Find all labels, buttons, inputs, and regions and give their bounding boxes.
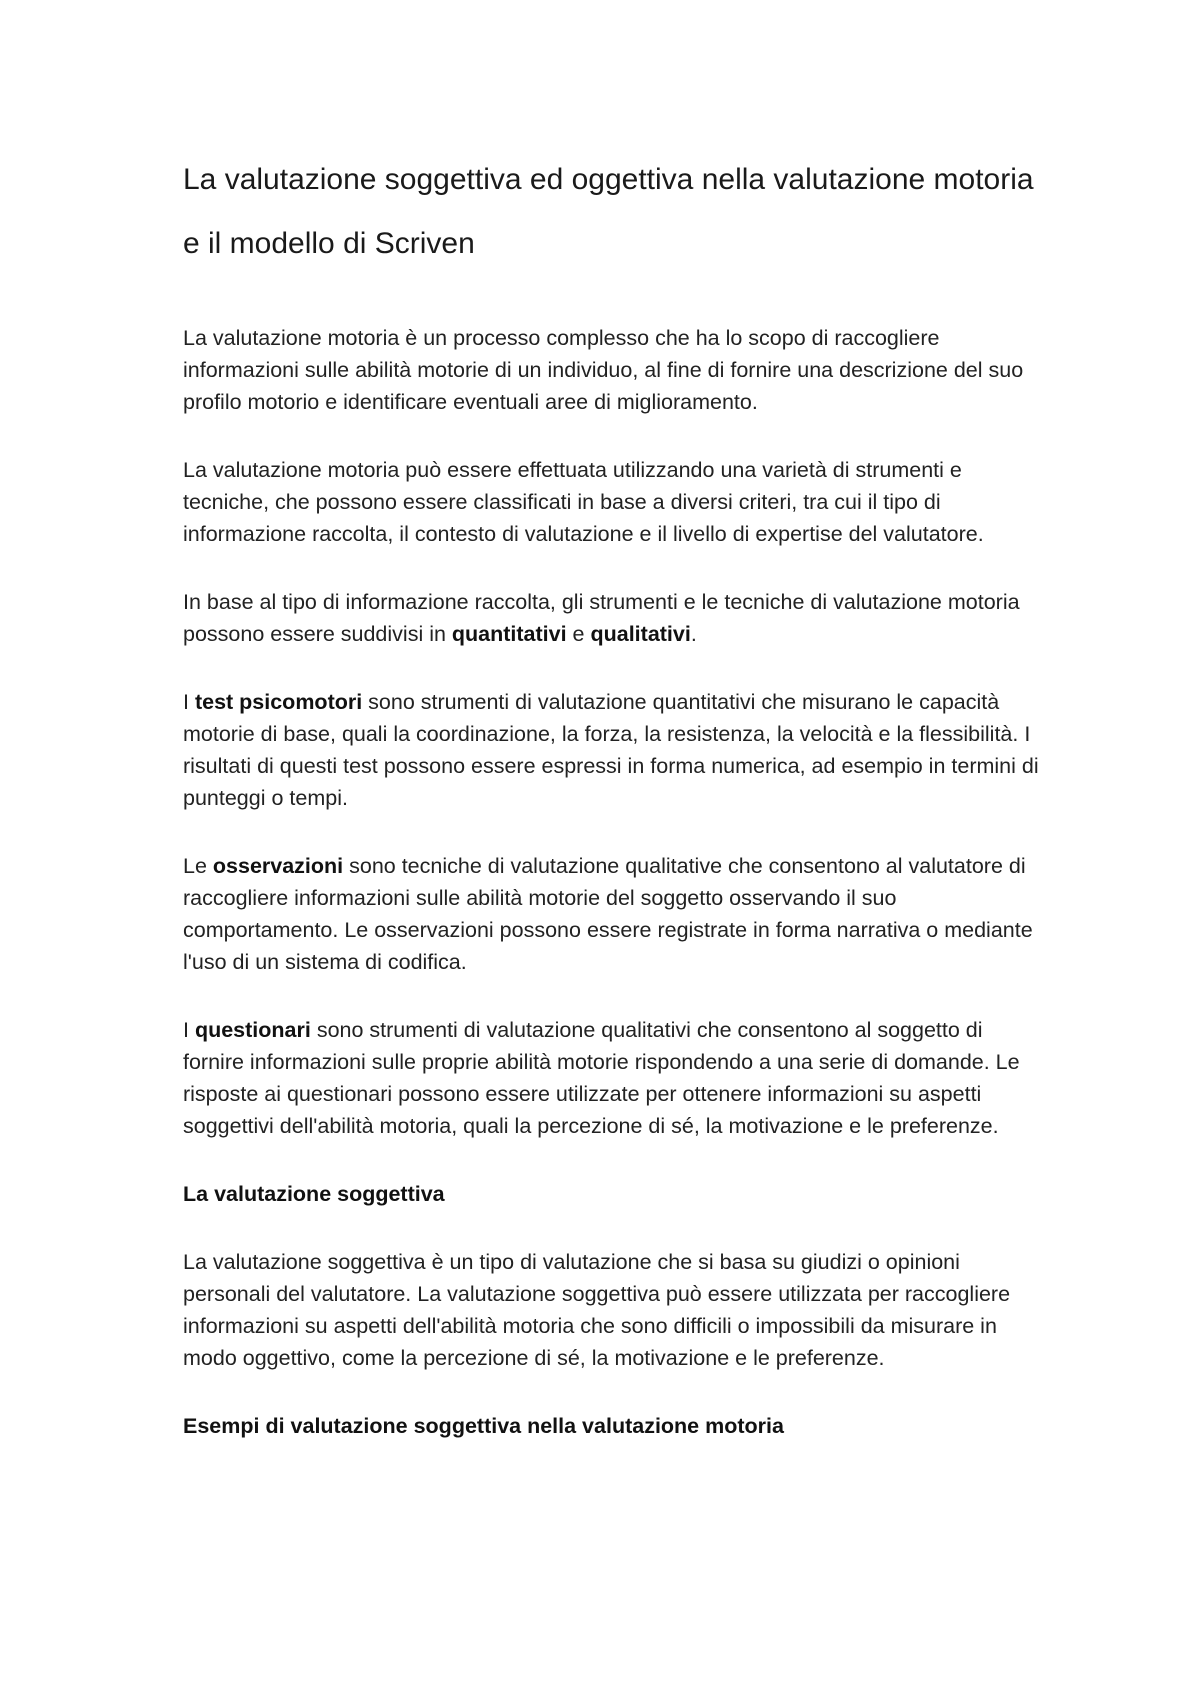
text-span: . (690, 622, 697, 646)
text-span: I (183, 1018, 195, 1042)
paragraph-test-psicomotori (183, 686, 1043, 814)
paragraph-intro: La valutazione motoria è un processo complesso che ha lo scopo di raccogliere informazioni sulle abilità motorie di un individuo, al fine di fornire una descrizione del suo profilo motorio e identificare eventuali aree di miglioramento. (183, 326, 1024, 414)
document-page (183, 148, 1043, 1478)
bold-term-qualitativi: qualitativi (590, 622, 691, 646)
bold-term-osservazioni: osservazioni (212, 854, 344, 878)
bold-term-test-psicomotori: test psicomotori (194, 690, 363, 714)
text-span: sono strumenti di valutazione qualitativi che consentono al soggetto di fornire informazioni sulle proprie abilità motorie rispondendo a una serie di domande. Le risposte ai questionari possono essere utilizzate per ottenere informazioni su aspetti soggettivi dell'abilità motoria, quali la percezione di sé, la motivazione e le preferenze. (183, 1018, 1020, 1138)
paragraph-strumenti: La valutazione motoria può essere effettuata utilizzando una varietà di strumenti e tecniche, che possono essere classificati in base a diversi criteri, tra cui il tipo di informazione raccolta, il contesto di valutazione e il livello di expertise del valutatore. (183, 458, 984, 546)
paragraph-tipo-informazione (183, 586, 1043, 650)
text-span: sono tecniche di valutazione qualitative che consentono al valutatore di raccogliere informazioni sulle abilità motorie del soggetto osservando il suo comportamento. Le osservazioni possono essere registrate in forma narrativa o mediante l'uso di un sistema di codifica. (183, 854, 1033, 974)
text-span: In base al tipo di informazione raccolta, gli strumenti e le tecniche di valutazione motoria possono essere suddivisi in (183, 590, 1020, 646)
paragraph-valutazione-soggettiva: La valutazione soggettiva è un tipo di valutazione che si basa su giudizi o opinioni personali del valutatore. La valutazione soggettiva può essere utilizzata per raccogliere informazioni su aspetti dell'abilità motoria che sono difficili o impossibili da misurare in modo oggettivo, come la percezione di sé, la motivazione e le preferenze. (183, 1250, 1011, 1370)
text-span: Le (183, 854, 213, 878)
text-span: e (566, 622, 591, 646)
text-span: I (183, 690, 195, 714)
bold-term-quantitativi: quantitativi (451, 622, 567, 646)
document-title: La valutazione soggettiva ed oggettiva nella valutazione motoria e il modello di Scriven (183, 163, 1034, 260)
text-span: sono strumenti di valutazione quantitativi che misurano le capacità motorie di base, quali la coordinazione, la forza, la resistenza, la velocità e la flessibilità. I risultati di questi test possono essere espressi in forma numerica, ad esempio in termini di punteggi o tempi. (183, 690, 1039, 810)
bold-term-questionari: questionari (194, 1018, 311, 1042)
paragraph-questionari (183, 1014, 1043, 1142)
section-heading-valutazione-soggettiva: La valutazione soggettiva (183, 1182, 445, 1206)
section-heading-esempi: Esempi di valutazione soggettiva nella valutazione motoria (183, 1414, 784, 1438)
paragraph-osservazioni (183, 850, 1043, 978)
